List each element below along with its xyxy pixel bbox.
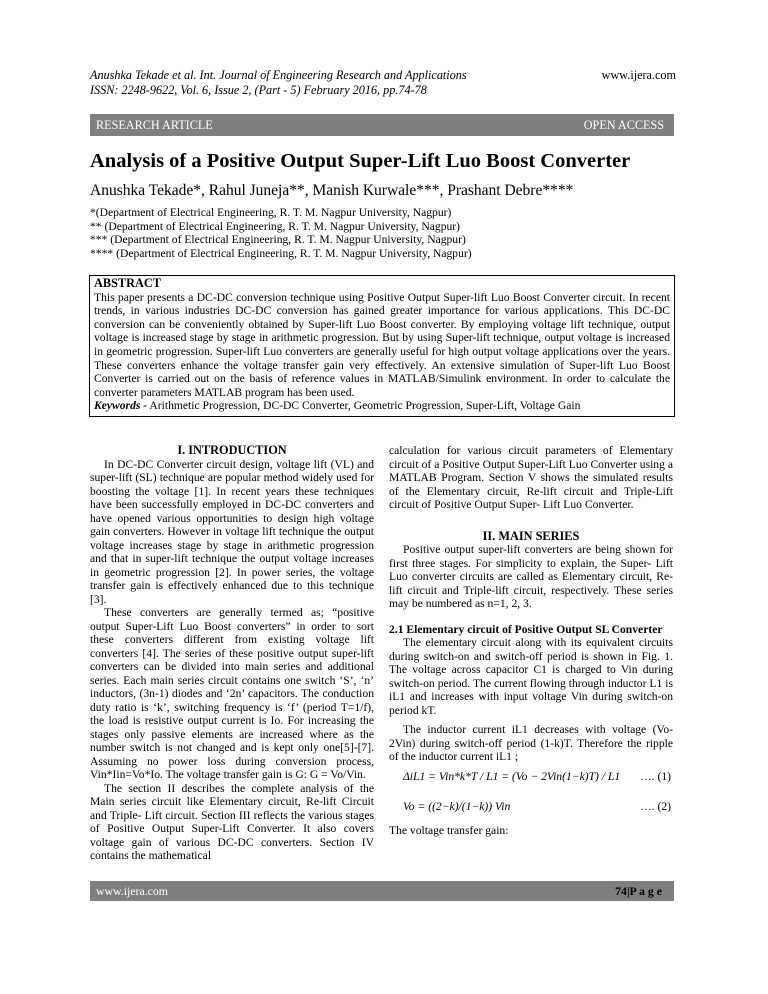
keywords-text: Arithmetic Progression, DC-DC Converter, Geometric Progression, Super-Lift, Voltage Gain bbox=[147, 399, 581, 413]
page-number: 74|P a g e bbox=[615, 884, 662, 898]
paper-title: Analysis of a Positive Output Super-Lift Luo Boost Converter bbox=[90, 150, 631, 172]
voltage-gain-lead: The voltage transfer gain: bbox=[389, 823, 509, 837]
article-type-label: RESEARCH ARTICLE bbox=[96, 118, 213, 132]
abstract-box bbox=[89, 275, 675, 417]
intro-paragraph-2: These converters are generally termed as; “positive output Super-Lift Luo Boost converters” in order to sort these converters different from existing voltage lift converters [4]. The series of these positive output super-lift converters can be divided into main series and additional series. Each main series circuit contains one switch ‘S’, ‘n’ inductors, (3n-1) diodes and ‘2n’ capacitors. The conduction duty ratio is ‘k’, switching frequency is ‘f’ (period T=1/f), the load is resistive output current is Io. For increasing the stages only passive elements are increased where as the number switch is not changed and is kept only one[5]-[7]. Assuming no power loss during conversion process, Vin*Iin=Vo*Io. The voltage transfer gain is G: G = Vo/Vin. bbox=[90, 606, 374, 781]
elementary-circuit-paragraph: The elementary circuit along with its equivalent circuits during switch-on and switch-off period is shown in Fig. 1. The voltage across capacitor C1 is charged to Vin during switch-on period. The current flowing through inductor L1 is iL1 and increases with input voltage Vin during switch-on period kT. bbox=[389, 636, 673, 717]
inductor-current-paragraph: The inductor current iL1 decreases with voltage (Vo-2Vin) during switch-off period (1-k)T. Therefore the ripple of the inductor current iL1 ; bbox=[389, 723, 673, 763]
running-header bbox=[90, 68, 467, 98]
left-column bbox=[90, 444, 374, 863]
right-column bbox=[389, 444, 673, 837]
intro-paragraph-continued: calculation for various circuit parameters of Elementary circuit of a Positive Output Super-Lift Luo Converter using a MATLAB Program. Section V shows the simulated results of the Elementary circuit, Re-lift circuit and Triple-Lift circuit of Positive Output Super- Lift Luo Converter. bbox=[389, 444, 673, 511]
intro-paragraph-3: The section II describes the complete analysis of the Main series circuit like Elementary circuit, Re-lift Circuit and Triple- Lift circuit. Section III reflects the various stages of Positive Output Super-Lift Converter. It also covers voltage gain of various DC-DC converters. Section IV contains the mathematical bbox=[90, 781, 374, 862]
equation-1-label: …. (1) bbox=[640, 769, 671, 783]
author-list: Anushka Tekade*, Rahul Juneja**, Manish Kurwale***, Prashant Debre**** bbox=[90, 182, 574, 199]
subsection-heading-2-1: 2.1 Elementary circuit of Positive Output SL Converter bbox=[389, 622, 663, 636]
main-series-paragraph: Positive output super-lift converters are being shown for first three stages. For simplicity to explain, the Super- Lift Luo converter circuits are called as Elementary circuit, Re-lift circuit and Triple-lift circuit, respectively. These series may be numbered as n=1, 2, 3. bbox=[389, 543, 673, 610]
abstract-heading: ABSTRACT bbox=[94, 276, 161, 290]
keywords-line bbox=[94, 399, 670, 413]
affiliation-3: *** (Department of Electrical Engineering, R. T. M. Nagpur University, Nagpur) bbox=[90, 233, 466, 247]
keywords-label: Keywords - bbox=[94, 399, 148, 413]
equation-2-label: …. (2) bbox=[640, 799, 671, 813]
open-access-label: OPEN ACCESS bbox=[583, 118, 664, 132]
citation-line-2: ISSN: 2248-9622, Vol. 6, Issue 2, (Part - 5) February 2016, pp.74-78 bbox=[90, 83, 427, 97]
affiliation-1: *(Department of Electrical Engineering, R. T. M. Nagpur University, Nagpur) bbox=[90, 206, 452, 219]
equation-2 bbox=[389, 794, 673, 824]
journal-url[interactable]: www.ijera.com bbox=[601, 68, 676, 82]
equation-2-body: Vo = ((2−k)/(1−k)) Vin bbox=[403, 799, 511, 813]
section-heading-introduction: I. INTRODUCTION bbox=[177, 443, 287, 457]
article-banner bbox=[90, 114, 674, 136]
page-footer bbox=[90, 881, 674, 901]
section-heading-main-series: II. MAIN SERIES bbox=[482, 528, 580, 543]
equation-1-body: ΔiL1 = Vin*k*T / L1 = (Vo − 2Vin(1−k)T) / L1 bbox=[403, 769, 621, 783]
affiliations bbox=[90, 206, 472, 260]
affiliation-2: ** (Department of Electrical Engineering, R. T. M. Nagpur University, Nagpur) bbox=[90, 219, 461, 233]
equation-1 bbox=[389, 764, 673, 794]
footer-url[interactable]: www.ijera.com bbox=[96, 884, 168, 898]
abstract-text: This paper presents a DC-DC conversion technique using Positive Output Super-lift Luo Boost Converter circuit. In recent trends, in various industries DC-DC conversion has gained greater importance for various applications. This DC-DC conversion can be conveniently obtained by Super-lift Luo Boost converter. By employing voltage lift technique, output voltage is increased stage by stage in arithmetic progression. But by using Super-lift technique, output voltage is increased in geometric progression. Super-lift Luo converters are generally useful for high output voltage applications over the years. These converters enhance the voltage transfer gain very effectively. An extensive simulation of Super-lift Luo Boost Converter is carried out on the basis of reference values in MATLAB/Simulink environment. In order to calculate the converter parameters MATLAB program has been used. bbox=[94, 290, 670, 399]
intro-paragraph-1: In DC-DC Converter circuit design, voltage lift (VL) and super-lift (SL) technique are popular method widely used for boosting the voltage [1]. In recent years these techniques have been successfully employed in DC-DC converters and have opened various opportunities to design high voltage gain converters. However in voltage lift technique the output voltage increases stage by stage in arithmetic progression and that in super-lift technique the output voltage increases in geometric progression [2]. In power series, the voltage transfer gain is effectively enhanced due to this technique [3]. bbox=[90, 457, 374, 606]
affiliation-4: **** (Department of Electrical Engineering, R. T. M. Nagpur University, Nagpur) bbox=[90, 246, 472, 260]
citation-line-1: Anushka Tekade et al. Int. Journal of Engineering Research and Applications bbox=[90, 68, 467, 82]
